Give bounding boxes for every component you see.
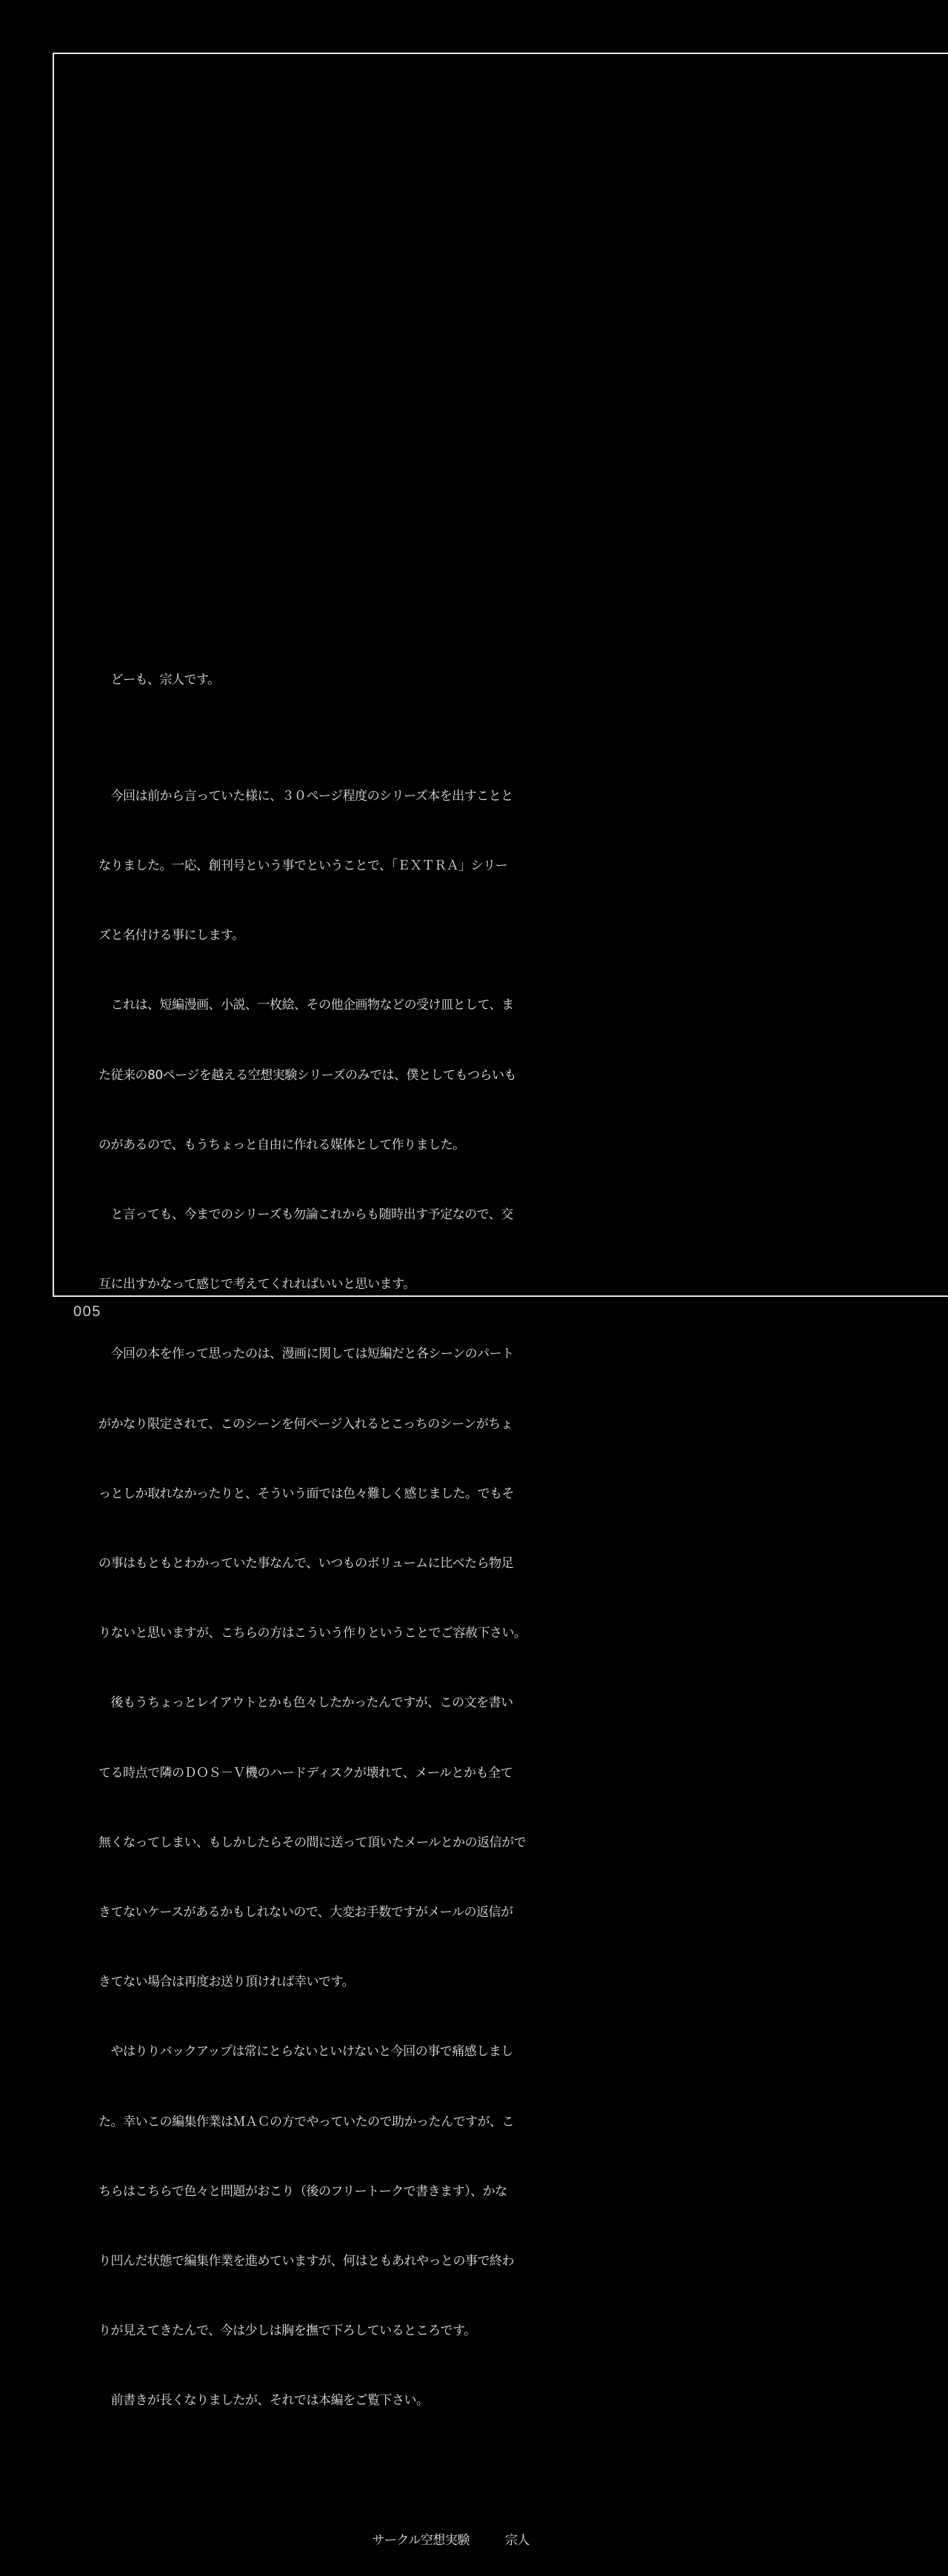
foreword-line: 今回の本を作って思ったのは、漫画に関しては短編だと各シーンのパート (99, 1347, 514, 1362)
foreword-line: と言っても、今までのシリーズも勿論これからも随時出す予定なので、交 (99, 1207, 513, 1223)
foreword-line: きてない場合は再度お送り頂ければ幸いです。 (99, 1975, 355, 1990)
foreword-line: がかなり限定されて、このシーンを何ページ入れるとこっちのシーンがちょ (99, 1416, 513, 1432)
foreword-line: なりました。一応、創刊号という事でということで、「ＥＸＴＲＡ」シリー (99, 858, 508, 874)
foreword-line: ちらはこちらで色々と問題がおこり（後のフリートークで書きます）、かな (99, 2183, 507, 2199)
foreword-line: 前書きが長くなりましたが、それでは本編をご覧下さい。 (99, 2393, 429, 2409)
foreword-line: ズと名付ける事にします。 (99, 928, 244, 944)
foreword-line: のがあるので、もうちょっと自由に作れる媒体として作りました。 (99, 1137, 465, 1152)
foreword-line: きてないケースがあるかもしれないので、大変お手数ですがメールの返信が (99, 1905, 513, 1921)
page-number: 005 (73, 1304, 101, 1320)
greeting-line: どーも、宗人です。 (99, 672, 220, 687)
foreword-line: 後もうちょっとレイアウトとかも色々したかったんですが、この文を書い (99, 1695, 513, 1711)
foreword-line: やはりりバックアップは常にとらないといけないと今回の事で痛感しまし (99, 2044, 513, 2060)
foreword-text-block (99, 622, 573, 2576)
author-name: 宗人 (504, 2532, 530, 2548)
circle-name: サークル空想実験 (372, 2532, 470, 2548)
signature-line (99, 2506, 573, 2548)
foreword-line: た従来の80ページを越える空想実験シリーズのみでは、僕としてもつらいも (99, 1067, 516, 1083)
foreword-line: り凹んだ状態で編集作業を進めていますが、何はともあれやっとの事で終わ (99, 2254, 514, 2269)
foreword-line: た。幸いこの編集作業はＭＡＣの方でやっていたので助かったんですが、こ (99, 2114, 514, 2129)
foreword-line: りが見えてきたんで、今は少しは胸を撫で下ろしているところです。 (99, 2323, 476, 2339)
foreword-line: 無くなってしまい、もしかしたらその間に送って頂いたメールとかの返信がで (99, 1835, 527, 1850)
foreword-line: これは、短編漫画、小説、一枚絵、その他企画物などの受け皿として、ま (99, 998, 514, 1013)
foreword-line: てる時点で隣のＤＯＳ－Ｖ機のハードディスクが壊れて、メールとかも全て (99, 1765, 513, 1781)
foreword-line: っとしか取れなかったりと、そういう面では色々難しく感じました。でもそ (99, 1486, 514, 1501)
foreword-line: の事はもともとわかっていた事なんで、いつものボリュームに比べたら物足 (99, 1556, 514, 1572)
foreword-line: 互に出すかなって感じで考えてくれればいいと思います。 (99, 1277, 415, 1292)
foreword-line: 今回は前から言っていた様に、３０ページ程度のシリーズ本を出すことと (99, 788, 513, 804)
foreword-line: りないと思いますが、こちらの方はこういう作りということでご容赦下さい。 (99, 1626, 527, 1641)
